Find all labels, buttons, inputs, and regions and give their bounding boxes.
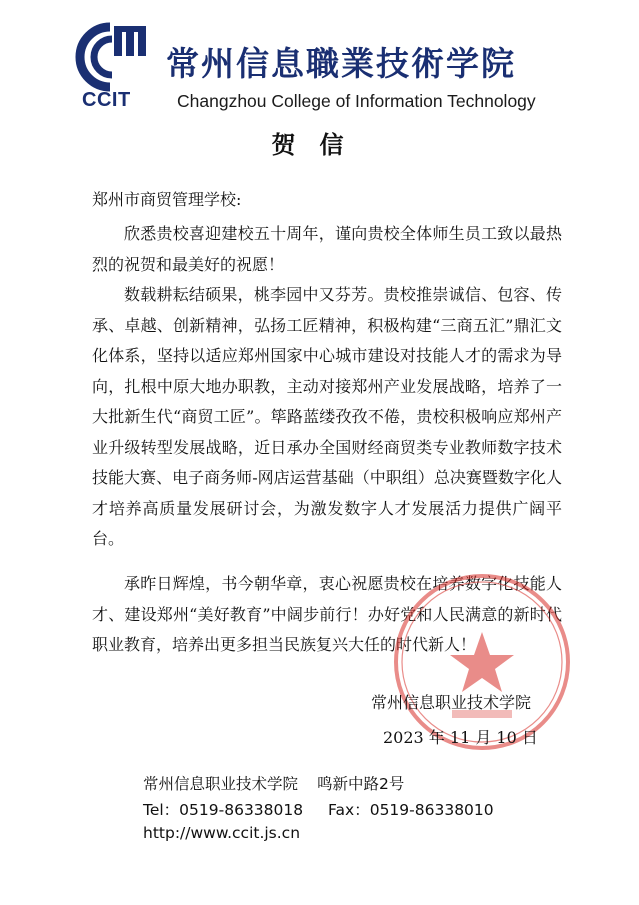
footer-line-3 bbox=[143, 824, 300, 842]
body-paragraph-1: 欣悉贵校喜迎建校五十周年，谨向贵校全体师生员工致以最热烈的祝贺和最美好的祝愿！ bbox=[92, 224, 562, 274]
footer-url: http://www.ccit.js.cn bbox=[143, 824, 301, 842]
ccit-logo-icon bbox=[68, 22, 150, 92]
body-paragraph-2: 数载耕耘结硕果，桃李园中又芬芳。贵校推崇诚信、包容、传承、卓越、创新精神，弘扬工匠精神，积极构建“三商五汇”鼎汇文化体系，坚持以适应郑州国家中心城市建设对技能人才的需求为导向，扎根中原大地办职教，主动对接郑州产业发展战略，培养了一大批新生代“商贸工匠”。筚路蓝缕孜孜不倦，贵校积极响应郑州产业升级转型发展战略，近日承办全国财经商贸类专业教师数字技术技能大赛、电子商务师-网店运营基础（中职组）总决赛暨数字化人才培养高质量发展研讨会，为激发数字人才发展活力提供广阔平台。 bbox=[92, 285, 562, 548]
signer-organization: 常州信息职业技术学院 bbox=[371, 693, 532, 712]
college-name-en: Changzhou College of Information Technology bbox=[177, 91, 536, 111]
logo-abbreviation: CCIT bbox=[82, 89, 131, 111]
college-name-cn: 常州信息職業技術学院 bbox=[166, 44, 516, 83]
footer-fax: Fax：0519-86338010 bbox=[328, 801, 494, 819]
footer-tel: Tel：0519-86338018 bbox=[143, 801, 304, 819]
addressee: 郑州市商贸管理学校: bbox=[92, 190, 242, 209]
footer-line-1 bbox=[143, 772, 404, 794]
body-paragraph-3: 承昨日辉煌，书今朝华章，衷心祝愿贵校在培养数字化技能人才、建设郑州“美好教育”中阔步前行！办好党和人民满意的新时代职业教育，培养出更多担当民族复兴大任的时代新人！ bbox=[92, 574, 562, 654]
letter-date: 2023 年 11 月 10 日 bbox=[383, 728, 538, 747]
letter-title: 贺信 bbox=[271, 130, 368, 159]
footer-line-2 bbox=[143, 798, 494, 820]
footer-org: 常州信息职业技术学院 bbox=[143, 775, 299, 793]
footer-address: 鸣新中路2号 bbox=[316, 775, 405, 793]
